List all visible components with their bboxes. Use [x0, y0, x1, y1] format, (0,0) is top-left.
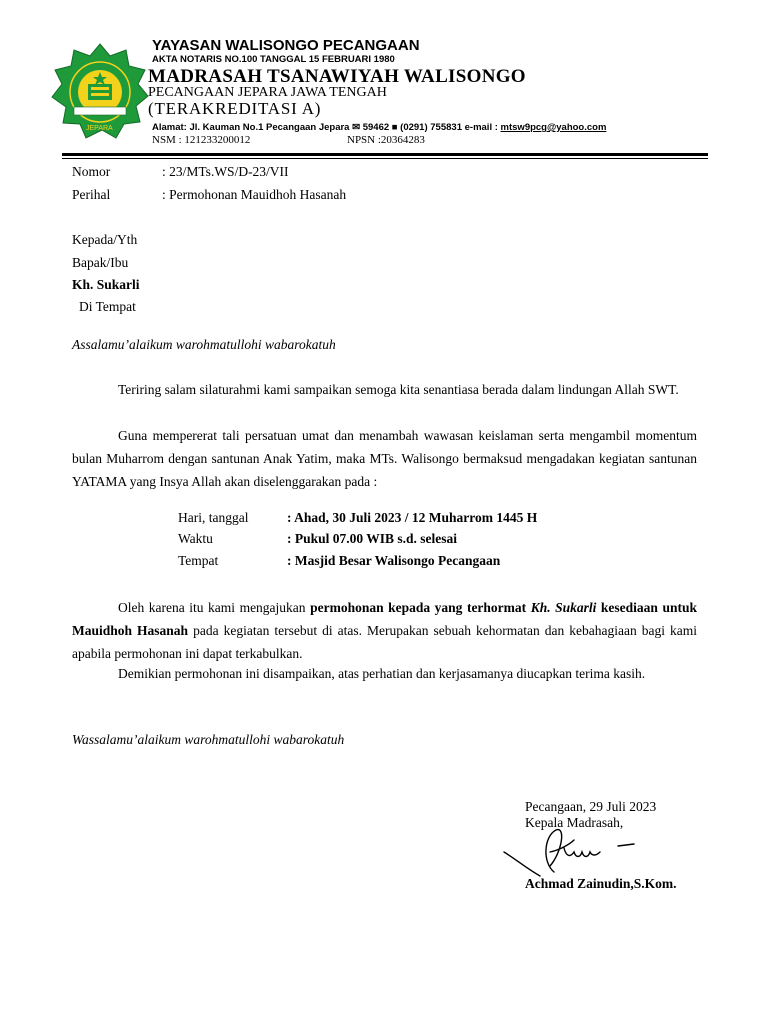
sign-name: Achmad Zainudin,S.Kom. [525, 876, 677, 891]
paragraph-closing: Demikian permohonan ini disampaikan, atas perhatian dan kerjasamanya diucapkan terima kasih. [118, 666, 646, 681]
nomor-label: Nomor [72, 164, 111, 179]
accreditation: (TERAKREDITASI A) [148, 99, 322, 118]
event-place-value: : Masjid Besar Walisongo Pecangaan [287, 553, 501, 568]
school-name: MADRASAH TSANAWIYAH WALISONGO [148, 66, 526, 87]
email-link[interactable]: mtsw9pcg@yahoo.com [500, 122, 607, 133]
greeting: Assalamu’alaikum warohmatullohi wabarokatuh [72, 337, 336, 352]
nsm: NSM : 121233200012 [152, 134, 251, 146]
closing-greeting: Wassalamu’alaikum warohmatullohi wabarokatuh [72, 732, 345, 747]
mail-icon: ✉ [352, 122, 361, 133]
perihal-value: : Permohonan Mauidhoh Hasanah [162, 187, 347, 202]
phone: (0291) 755831 [400, 122, 462, 133]
school-location: PECANGAAN JEPARA JAWA TENGAH [148, 85, 387, 100]
sign-title: Kepala Madrasah, [525, 815, 624, 830]
event-time-label: Waktu [178, 531, 213, 546]
recipient-name: Kh. Sukarli [72, 277, 140, 292]
contact-line [152, 122, 606, 133]
event-place-label: Tempat [178, 553, 219, 568]
event-day-label: Hari, tanggal [178, 510, 249, 525]
perihal-label: Perihal [72, 187, 111, 202]
event-day-value: : Ahad, 30 Juli 2023 / 12 Muharrom 1445 H [287, 510, 538, 525]
address: Alamat: Jl. Kauman No.1 Pecangaan Jepara [152, 122, 350, 133]
header-divider [62, 153, 708, 156]
npsn: NPSN :20364283 [347, 134, 425, 146]
registration-line [152, 134, 425, 146]
paragraph-request: Oleh karena itu kami mengajukan permohonan kepada yang terhormat Kh. Sukarli kesediaan untuk Mauidhoh Hasanah pada kegiatan tersebut di atas. Merupakan sebuah kehormatan dan kebahagiaan bagi kami apabila permohonan ini dapat terkabulkan. [72, 600, 698, 661]
nomor-value: : 23/MTs.WS/D-23/VII [162, 164, 289, 179]
phone-icon: ■ [391, 122, 398, 133]
paragraph-intro: Teriring salam silaturahmi kami sampaikan semoga kita senantiasa berada dalam lindungan Allah SWT. [118, 382, 679, 397]
handwritten-signature [500, 822, 640, 882]
logo-caption: JEPARA [86, 125, 113, 132]
foundation-name: YAYASAN WALISONGO PECANGAAN [152, 37, 420, 54]
notary-line: AKTA NOTARIS NO.100 TANGGAL 15 FEBRUARI 1980 [152, 54, 395, 65]
recipient-line-1: Kepada/Yth [72, 232, 138, 247]
header-divider-thin [62, 158, 708, 159]
sign-place-date: Pecangaan, 29 Juli 2023 [525, 799, 657, 814]
recipient-line-2: Bapak/Ibu [72, 255, 129, 270]
postcode: 59462 [362, 122, 390, 133]
recipient-place: Di Tempat [79, 299, 136, 314]
email-label: e-mail : [464, 122, 498, 133]
event-time-value: : Pukul 07.00 WIB s.d. selesai [287, 531, 458, 546]
paragraph-purpose: Guna mempererat tali persatuan umat dan menambah wawasan keislaman serta mengambil momentum bulan Muharrom dengan santunan Anak Yatim, maka MTs. Walisongo bermaksud mengadakan kegiatan santunan YATAMA yang Insya Allah akan diselenggarakan pada : [72, 428, 697, 489]
